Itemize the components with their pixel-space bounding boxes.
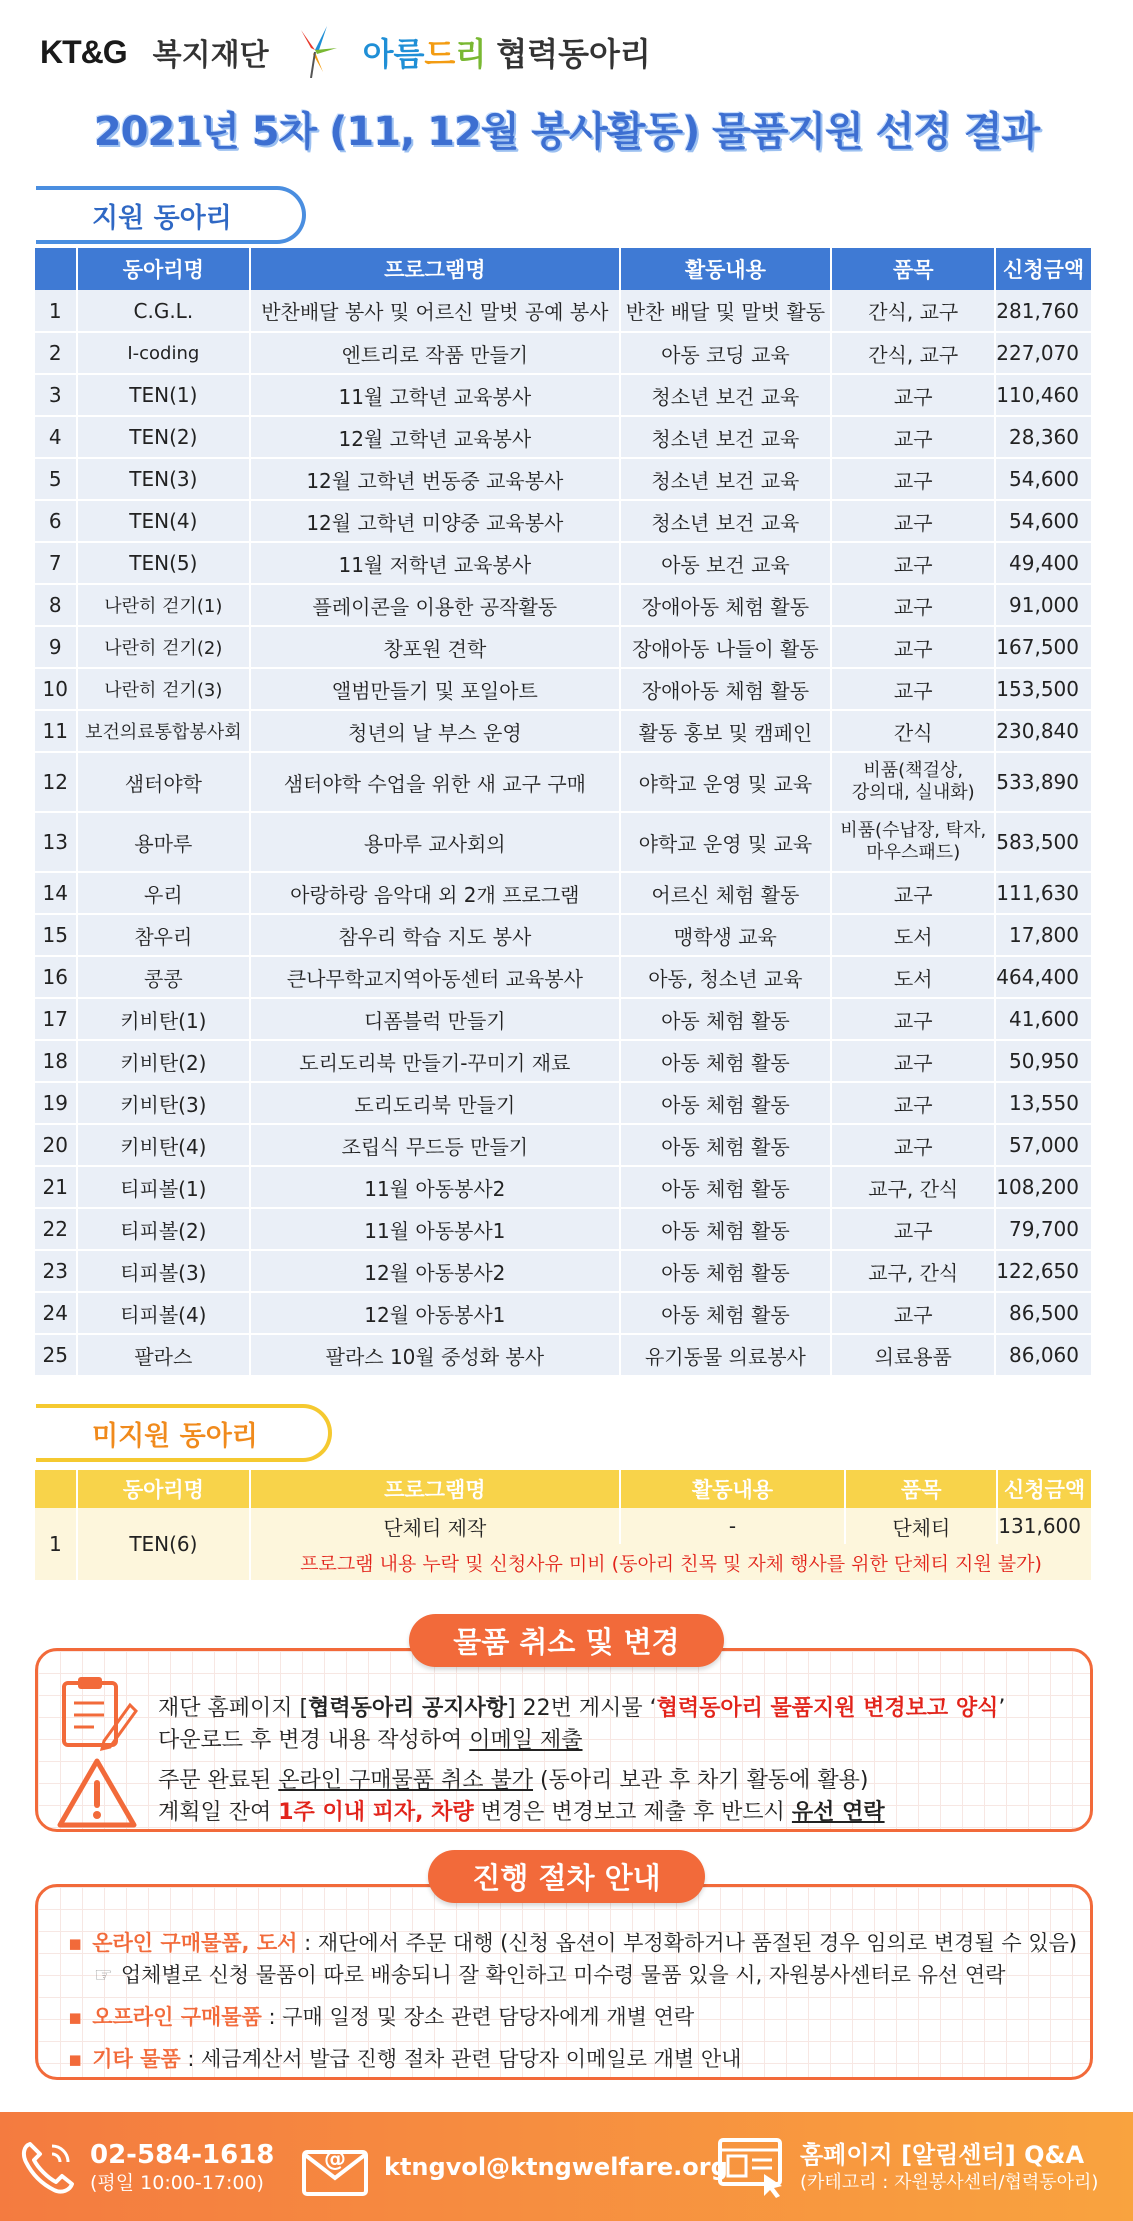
col-program: 프로그램명 xyxy=(250,1470,620,1508)
cell-amount: 111,630 xyxy=(995,872,1092,914)
col-club: 동아리명 xyxy=(77,248,251,290)
cell-no: 7 xyxy=(35,542,77,584)
unsupported-table xyxy=(35,1470,1093,1580)
table-row xyxy=(35,1124,1092,1166)
process-bullet-1-sub xyxy=(94,1959,1005,1989)
cell-club: 티피볼(4) xyxy=(77,1292,251,1334)
cell-club: 참우리 xyxy=(77,914,251,956)
cell-program: 11월 저학년 교육봉사 xyxy=(250,542,619,584)
cell-club: 키비탄(3) xyxy=(77,1082,251,1124)
cell-club: TEN(6) xyxy=(77,1508,250,1580)
table-row xyxy=(35,1040,1092,1082)
cell-program: 12월 고학년 미양중 교육봉사 xyxy=(250,500,619,542)
cell-amount: 122,650 xyxy=(995,1250,1092,1292)
cell-activity: 아동 체험 활동 xyxy=(620,1040,832,1082)
cell-no: 25 xyxy=(35,1334,77,1376)
bullet-label: 온라인 구매물품, 도서 xyxy=(92,1931,298,1955)
cell-activity: 야학교 운영 및 교육 xyxy=(620,752,832,812)
cell-club: 티피볼(1) xyxy=(77,1166,251,1208)
supported-tab: 지원 동아리 xyxy=(36,186,306,244)
cell-activity: 유기동물 의료봉사 xyxy=(620,1334,832,1376)
cell-program: 청년의 날 부스 운영 xyxy=(250,710,619,752)
cell-amount: 28,360 xyxy=(995,416,1092,458)
cell-program: 플레이콘을 이용한 공작활동 xyxy=(250,584,619,626)
cell-program: 엔트리로 작품 만들기 xyxy=(250,332,619,374)
cell-item: 간식, 교구 xyxy=(831,332,995,374)
process-bullet-3 xyxy=(68,2043,741,2073)
clipboard-icon xyxy=(54,1671,140,1757)
col-item: 품목 xyxy=(831,248,995,290)
cell-club: TEN(4) xyxy=(77,500,251,542)
text: 주문 완료된 xyxy=(158,1768,279,1793)
table-row xyxy=(35,752,1092,812)
ktg-logo: KT&G xyxy=(40,33,127,70)
footer-homepage[interactable] xyxy=(716,2112,1098,2221)
cell-amount: 167,500 xyxy=(995,626,1092,668)
table-row xyxy=(35,1208,1092,1250)
table-row xyxy=(35,290,1092,332)
ktg-foundation-name: 복지재단 xyxy=(152,38,269,73)
cell-activity: 어르신 체험 활동 xyxy=(620,872,832,914)
table-row xyxy=(35,1082,1092,1124)
cell-program: 참우리 학습 지도 봉사 xyxy=(250,914,619,956)
cell-no: 24 xyxy=(35,1292,77,1334)
cell-item: 교구 xyxy=(831,416,995,458)
cell-item: 단체티 xyxy=(845,1508,997,1544)
unsupported-header-row xyxy=(35,1470,1092,1508)
cell-program: 11월 아동봉사1 xyxy=(250,1208,619,1250)
cell-amount: 533,890 xyxy=(995,752,1092,812)
cell-program: 샘터야학 수업을 위한 새 교구 구매 xyxy=(250,752,619,812)
phone-icon xyxy=(16,2136,78,2198)
cell-no: 1 xyxy=(35,1508,77,1580)
cell-amount: 54,600 xyxy=(995,458,1092,500)
cell-club: I-coding xyxy=(77,332,251,374)
cell-activity: 아동, 청소년 교육 xyxy=(620,956,832,998)
bullet-icon: ▪ xyxy=(68,1931,83,1955)
cell-activity: 장애아동 체험 활동 xyxy=(620,584,832,626)
process-bullet-2 xyxy=(68,2001,694,2031)
cell-club: 티피볼(3) xyxy=(77,1250,251,1292)
cell-item: 의료용품 xyxy=(831,1334,995,1376)
cell-no: 3 xyxy=(35,374,77,416)
cell-item: 교구 xyxy=(831,668,995,710)
cell-club: 보건의료통합봉사회 xyxy=(77,710,251,752)
cell-activity: 청소년 보건 교육 xyxy=(620,500,832,542)
table-row xyxy=(35,914,1092,956)
table-row xyxy=(35,872,1092,914)
table-row xyxy=(35,1250,1092,1292)
cell-no: 17 xyxy=(35,998,77,1040)
cell-amount: 17,800 xyxy=(995,914,1092,956)
table-row xyxy=(35,332,1092,374)
cell-program: 12월 고학년 교육봉사 xyxy=(250,416,619,458)
cell-activity: 아동 보건 교육 xyxy=(620,542,832,584)
cell-amount: 583,500 xyxy=(995,812,1092,872)
cell-club: TEN(2) xyxy=(77,416,251,458)
table-row xyxy=(35,626,1092,668)
cell-program: 12월 아동봉사1 xyxy=(250,1292,619,1334)
cell-club: 티피볼(2) xyxy=(77,1208,251,1250)
cell-no: 20 xyxy=(35,1124,77,1166)
cell-item: 교구 xyxy=(831,1292,995,1334)
table-row xyxy=(35,1508,1092,1544)
cell-no: 23 xyxy=(35,1250,77,1292)
table-row xyxy=(35,458,1092,500)
change-line-3 xyxy=(158,1763,868,1794)
text: 재단 홈페이지 [ xyxy=(158,1696,309,1721)
bullet-icon: ▪ xyxy=(68,2047,83,2071)
club-logo xyxy=(363,29,651,75)
cell-club: TEN(5) xyxy=(77,542,251,584)
cell-program: 창포원 견학 xyxy=(250,626,619,668)
cell-no: 22 xyxy=(35,1208,77,1250)
email-address[interactable]: ktngvol@ktngwelfare.org xyxy=(384,2152,728,2181)
cell-activity: 청소년 보건 교육 xyxy=(620,374,832,416)
cell-club: 샘터야학 xyxy=(77,752,251,812)
bullet-text: : 재단에서 주문 대행 (신청 옵션이 부정확하거나 품절된 경우 임의로 변경될 수 있음) xyxy=(297,1931,1078,1955)
cell-item: 교구 xyxy=(831,998,995,1040)
cell-activity: 야학교 운영 및 교육 xyxy=(620,812,832,872)
cell-amount: 108,200 xyxy=(995,1166,1092,1208)
cell-item: 교구 xyxy=(831,500,995,542)
text-red: 1주 이내 피자, 차량 xyxy=(278,1800,474,1825)
table-row xyxy=(35,956,1092,998)
table-row xyxy=(35,542,1092,584)
phone-number[interactable]: 02-584-1618 xyxy=(90,2139,275,2170)
cell-no: 18 xyxy=(35,1040,77,1082)
cell-amount: 57,000 xyxy=(995,1124,1092,1166)
cell-activity: - xyxy=(620,1508,846,1544)
change-box xyxy=(35,1648,1093,1832)
cell-amount: 41,600 xyxy=(995,998,1092,1040)
cell-activity: 아동 체험 활동 xyxy=(620,1166,832,1208)
cell-amount: 49,400 xyxy=(995,542,1092,584)
supported-table-body xyxy=(35,290,1092,1376)
cell-activity: 아동 체험 활동 xyxy=(620,1124,832,1166)
supported-header-row xyxy=(35,248,1092,290)
cell-item: 간식, 교구 xyxy=(831,290,995,332)
cell-club: 콩콩 xyxy=(77,956,251,998)
homepage-title[interactable]: 홈페이지 [알림센터] Q&A xyxy=(800,2140,1085,2169)
cell-no: 9 xyxy=(35,626,77,668)
cell-no: 5 xyxy=(35,458,77,500)
rejection-reason: 프로그램 내용 누락 및 신청사유 미비 (동아리 친목 및 자체 행사를 위한 단체티 지원 불가) xyxy=(250,1544,1092,1580)
text-bold-underlined: 유선 연락 xyxy=(791,1800,885,1825)
club-logo-part-4: 협력동아리 xyxy=(496,35,651,73)
cell-item: 비품(수납장, 탁자, 마우스패드) xyxy=(831,812,995,872)
cell-item: 교구 xyxy=(831,542,995,584)
cell-no: 21 xyxy=(35,1166,77,1208)
table-row xyxy=(35,374,1092,416)
cell-item: 교구, 간식 xyxy=(831,1166,995,1208)
club-logo-part-1: 아름 xyxy=(362,35,425,73)
cell-no: 10 xyxy=(35,668,77,710)
text: 계획일 잔여 xyxy=(158,1800,279,1825)
col-no xyxy=(35,248,77,290)
cell-no: 11 xyxy=(35,710,77,752)
cell-activity: 활동 홍보 및 캠페인 xyxy=(620,710,832,752)
cell-club: 키비탄(4) xyxy=(77,1124,251,1166)
unsupported-tab: 미지원 동아리 xyxy=(36,1404,332,1462)
table-row xyxy=(35,416,1092,458)
bullet-text: 업체별로 신청 물품이 따로 배송되니 잘 확인하고 미수령 물품 있을 시, 자원봉사센터로 유선 연락 xyxy=(120,1963,1006,1987)
cell-activity: 맹학생 교육 xyxy=(620,914,832,956)
table-row xyxy=(35,584,1092,626)
cell-club: 키비탄(2) xyxy=(77,1040,251,1082)
table-row xyxy=(35,812,1092,872)
text: 다운로드 후 변경 내용 작성하여 xyxy=(158,1728,470,1753)
bullet-label: 오프라인 구매물품 xyxy=(92,2005,262,2029)
cell-no: 19 xyxy=(35,1082,77,1124)
cell-no: 16 xyxy=(35,956,77,998)
bullet-label: 기타 물품 xyxy=(92,2047,181,2071)
col-club: 동아리명 xyxy=(77,1470,250,1508)
footer xyxy=(0,2112,1133,2221)
club-logo-part-3: 리 xyxy=(455,35,487,73)
cell-no: 4 xyxy=(35,416,77,458)
process-pill-label: 진행 절차 안내 xyxy=(428,1850,704,1903)
cell-club: C.G.L. xyxy=(77,290,251,332)
table-row xyxy=(35,998,1092,1040)
cell-amount: 91,000 xyxy=(995,584,1092,626)
homepage-category: (카테고리 : 자원봉사센터/협력동아리) xyxy=(800,2171,1099,2193)
table-row xyxy=(35,1334,1092,1376)
cell-no: 14 xyxy=(35,872,77,914)
text: (동아리 보관 후 차기 활동에 활용) xyxy=(533,1768,869,1793)
cell-amount: 153,500 xyxy=(995,668,1092,710)
table-row xyxy=(35,668,1092,710)
bullet-text: : 구매 일정 및 장소 관련 담당자에게 개별 연락 xyxy=(261,2005,695,2029)
cell-program: 디폼블럭 만들기 xyxy=(250,998,619,1040)
header xyxy=(40,22,651,82)
cell-no: 8 xyxy=(35,584,77,626)
text-red: 협력동아리 물품지원 변경보고 양식 xyxy=(656,1696,999,1721)
cell-activity: 청소년 보건 교육 xyxy=(620,416,832,458)
page-title: 2021년 5차 (11, 12월 봉사활동) 물품지원 선정 결과 xyxy=(93,109,1040,155)
cell-program: 앨범만들기 및 포일아트 xyxy=(250,668,619,710)
cell-item: 교구 xyxy=(831,1208,995,1250)
cell-program: 아랑하랑 음악대 외 2개 프로그램 xyxy=(250,872,619,914)
cell-no: 13 xyxy=(35,812,77,872)
cell-activity: 아동 체험 활동 xyxy=(620,1250,832,1292)
cell-item: 비품(책걸상, 강의대, 실내화) xyxy=(831,752,995,812)
text: ] 22번 게시물 ‘ xyxy=(507,1696,657,1721)
table-row xyxy=(35,1166,1092,1208)
cell-no: 2 xyxy=(35,332,77,374)
footer-email[interactable] xyxy=(300,2112,728,2221)
process-pill xyxy=(0,1850,1133,1903)
cell-item: 간식 xyxy=(831,710,995,752)
cell-program: 단체티 제작 xyxy=(250,1508,620,1544)
cell-club: 용마루 xyxy=(77,812,251,872)
change-pill-label: 물품 취소 및 변경 xyxy=(409,1614,723,1667)
change-pill xyxy=(0,1614,1133,1667)
cell-activity: 장애아동 체험 활동 xyxy=(620,668,832,710)
text-bold: 협력동아리 공지사항 xyxy=(308,1696,508,1721)
cell-amount: 227,070 xyxy=(995,332,1092,374)
cell-program: 큰나무학교지역아동센터 교육봉사 xyxy=(250,956,619,998)
club-logo-part-2: 드 xyxy=(424,35,456,73)
footer-phone[interactable] xyxy=(16,2112,274,2221)
change-line-4 xyxy=(158,1795,885,1826)
cell-amount: 110,460 xyxy=(995,374,1092,416)
supported-table xyxy=(35,248,1093,1377)
warning-icon xyxy=(54,1751,140,1837)
cell-program: 용마루 교사회의 xyxy=(250,812,619,872)
cell-program: 반찬배달 봉사 및 어르신 말벗 공예 봉사 xyxy=(250,290,619,332)
cell-activity: 청소년 보건 교육 xyxy=(620,458,832,500)
cell-activity: 반찬 배달 및 말벗 활동 xyxy=(620,290,832,332)
cell-item: 교구, 간식 xyxy=(831,1250,995,1292)
col-item: 품목 xyxy=(845,1470,997,1508)
cell-club: TEN(1) xyxy=(77,374,251,416)
cell-no: 15 xyxy=(35,914,77,956)
cell-program: 12월 고학년 번동중 교육봉사 xyxy=(250,458,619,500)
table-row xyxy=(35,1292,1092,1334)
col-amount: 신청금액 xyxy=(997,1470,1092,1508)
cell-item: 교구 xyxy=(831,1082,995,1124)
cell-program: 11월 고학년 교육봉사 xyxy=(250,374,619,416)
cell-amount: 230,840 xyxy=(995,710,1092,752)
change-line-1 xyxy=(158,1691,1005,1722)
cell-item: 교구 xyxy=(831,872,995,914)
cell-activity: 장애아동 나들이 활동 xyxy=(620,626,832,668)
col-activity: 활동내용 xyxy=(620,248,832,290)
cell-club: 나란히 걷기(2) xyxy=(77,626,251,668)
cell-item: 교구 xyxy=(831,1040,995,1082)
cell-program: 조립식 무드등 만들기 xyxy=(250,1124,619,1166)
text-underlined: 이메일 제출 xyxy=(469,1728,583,1753)
cell-activity: 아동 체험 활동 xyxy=(620,998,832,1040)
cell-no: 12 xyxy=(35,752,77,812)
cell-amount: 86,060 xyxy=(995,1334,1092,1376)
cell-club: 나란히 걷기(3) xyxy=(77,668,251,710)
col-activity: 활동내용 xyxy=(620,1470,846,1508)
cell-program: 도리도리북 만들기 xyxy=(250,1082,619,1124)
cell-club: TEN(3) xyxy=(77,458,251,500)
change-line-2 xyxy=(158,1723,583,1754)
phone-hours: (평일 10:00-17:00) xyxy=(90,2171,264,2194)
cell-amount: 50,950 xyxy=(995,1040,1092,1082)
cell-club: 키비탄(1) xyxy=(77,998,251,1040)
cell-activity: 아동 코딩 교육 xyxy=(620,332,832,374)
cell-club: 우리 xyxy=(77,872,251,914)
cell-program: 12월 아동봉사2 xyxy=(250,1250,619,1292)
cell-program: 팔라스 10월 중성화 봉사 xyxy=(250,1334,619,1376)
process-bullet-1 xyxy=(68,1927,1077,1957)
col-no xyxy=(35,1470,77,1508)
cell-activity: 아동 체험 활동 xyxy=(620,1082,832,1124)
homepage-icon xyxy=(716,2134,790,2200)
pointing-hand-icon: ☞ xyxy=(94,1963,113,1987)
cell-item: 교구 xyxy=(831,1124,995,1166)
mail-icon xyxy=(300,2136,370,2198)
text: 변경은 변경보고 제출 후 반드시 xyxy=(473,1800,792,1825)
cell-program: 도리도리북 만들기-꾸미기 재료 xyxy=(250,1040,619,1082)
cell-item: 도서 xyxy=(831,914,995,956)
process-box xyxy=(35,1884,1093,2080)
bullet-icon: ▪ xyxy=(68,2005,83,2029)
cell-item: 도서 xyxy=(831,956,995,998)
cell-program: 11월 아동봉사2 xyxy=(250,1166,619,1208)
text: ’ xyxy=(998,1696,1006,1721)
cell-amount: 13,550 xyxy=(995,1082,1092,1124)
cell-item: 교구 xyxy=(831,626,995,668)
cell-activity: 아동 체험 활동 xyxy=(620,1292,832,1334)
cell-club: 나란히 걷기(1) xyxy=(77,584,251,626)
col-program: 프로그램명 xyxy=(250,248,619,290)
cell-club: 팔라스 xyxy=(77,1334,251,1376)
cell-item: 교구 xyxy=(831,458,995,500)
table-row xyxy=(35,500,1092,542)
col-amount: 신청금액 xyxy=(995,248,1092,290)
text-underlined: 온라인 구매물품 취소 불가 xyxy=(278,1768,534,1793)
cell-amount: 54,600 xyxy=(995,500,1092,542)
cell-item: 교구 xyxy=(831,374,995,416)
cell-amount: 281,760 xyxy=(995,290,1092,332)
cell-no: 1 xyxy=(35,290,77,332)
cell-activity: 아동 체험 활동 xyxy=(620,1208,832,1250)
cell-amount: 86,500 xyxy=(995,1292,1092,1334)
cell-no: 6 xyxy=(35,500,77,542)
cell-amount: 79,700 xyxy=(995,1208,1092,1250)
cell-item: 교구 xyxy=(831,584,995,626)
cell-amount: 464,400 xyxy=(995,956,1092,998)
svg-text:@: @ xyxy=(324,2146,346,2172)
pinwheel-icon xyxy=(293,26,339,78)
table-row xyxy=(35,710,1092,752)
cell-amount: 131,600 xyxy=(997,1508,1092,1544)
bullet-text: : 세금계산서 발급 진행 절차 관련 담당자 이메일로 개별 안내 xyxy=(180,2047,742,2071)
